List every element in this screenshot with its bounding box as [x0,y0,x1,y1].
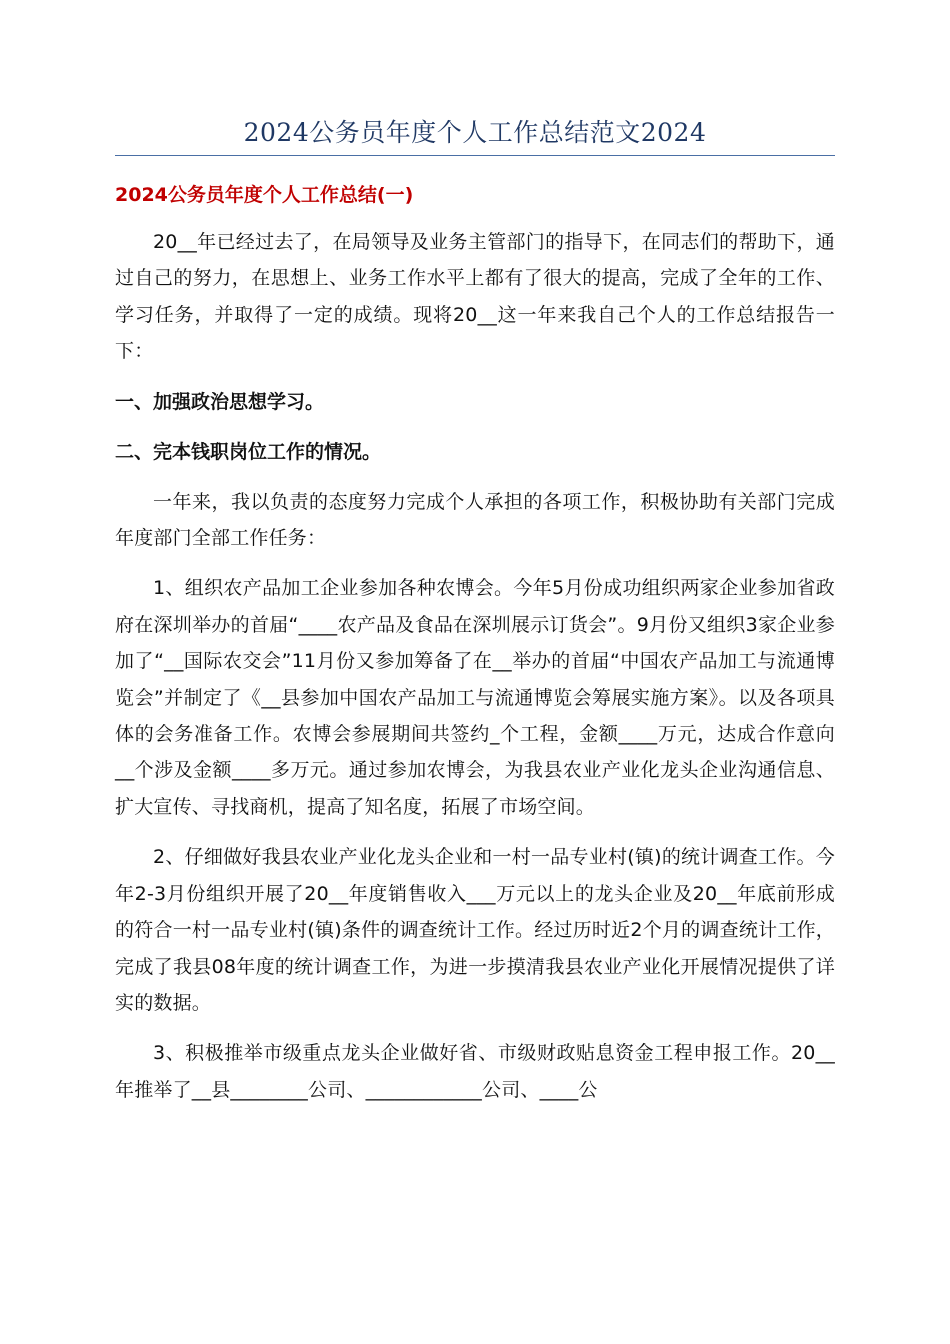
paragraph-item-2: 2、仔细做好我县农业产业化龙头企业和一村一品专业村(镇)的统计调查工作。今年2-3月份组织开展了20__年度销售收入___万元以上的龙头企业及20__年底前形成的符合一村一品专业村(镇)条件的调查统计工作。经过历时近2个月的调查统计工作，完成了我县08年度的统计调查工作，为进一步摸清我县农业产业化开展情况提供了详实的数据。 [115,846,835,1014]
title-divider [115,155,835,156]
document-title: 2024公务员年度个人工作总结范文2024 [243,118,707,147]
paragraph-overview: 一年来，我以负责的态度努力完成个人承担的各项工作，积极协助有关部门完成年度部门全部工作任务： [115,490,835,550]
paragraph-intro: 20__年已经过去了，在局领导及业务主管部门的指导下，在同志们的帮助下，通过自己的努力，在思想上、业务工作水平上都有了很大的提高，完成了全年的工作、学习任务，并取得了一定的成绩。现将20__这一年来我自己个人的工作总结报告一下： [115,231,835,363]
heading-political-study: 一、加强政治思想学习。 [115,390,325,413]
paragraph-item-1: 1、组织农产品加工企业参加各种农博会。今年5月份成功组织两家企业参加省政府在深圳举办的首届“____农产品及食品在深圳展示订货会”。9月份又组织3家企业参加了“__国际农交会”11月份又参加筹备了在__举办的首届“中国农产品加工与流通博览会”并制定了《__县参加中国农产品加工与流通博览会筹展实施方案》。以及各项具体的会务准备工作。农博会参展期间共签约_个工程，金额____万元，达成合作意向__个涉及金额____多万元。通过参加农博会，为我县农业产业化龙头企业沟通信息、扩大宣传、寻找商机，提高了知名度，拓展了市场空间。 [115,577,835,818]
section-heading: 2024公务员年度个人工作总结(一) [115,184,414,206]
paragraph-item-3: 3、积极推举市级重点龙头企业做好省、市级财政贴息资金工程申报工作。20__年推举了__县________公司、____________公司、____公 [115,1042,835,1101]
heading-job-duties: 二、完本钱职岗位工作的情况。 [115,440,382,463]
document-body [115,178,835,1122]
